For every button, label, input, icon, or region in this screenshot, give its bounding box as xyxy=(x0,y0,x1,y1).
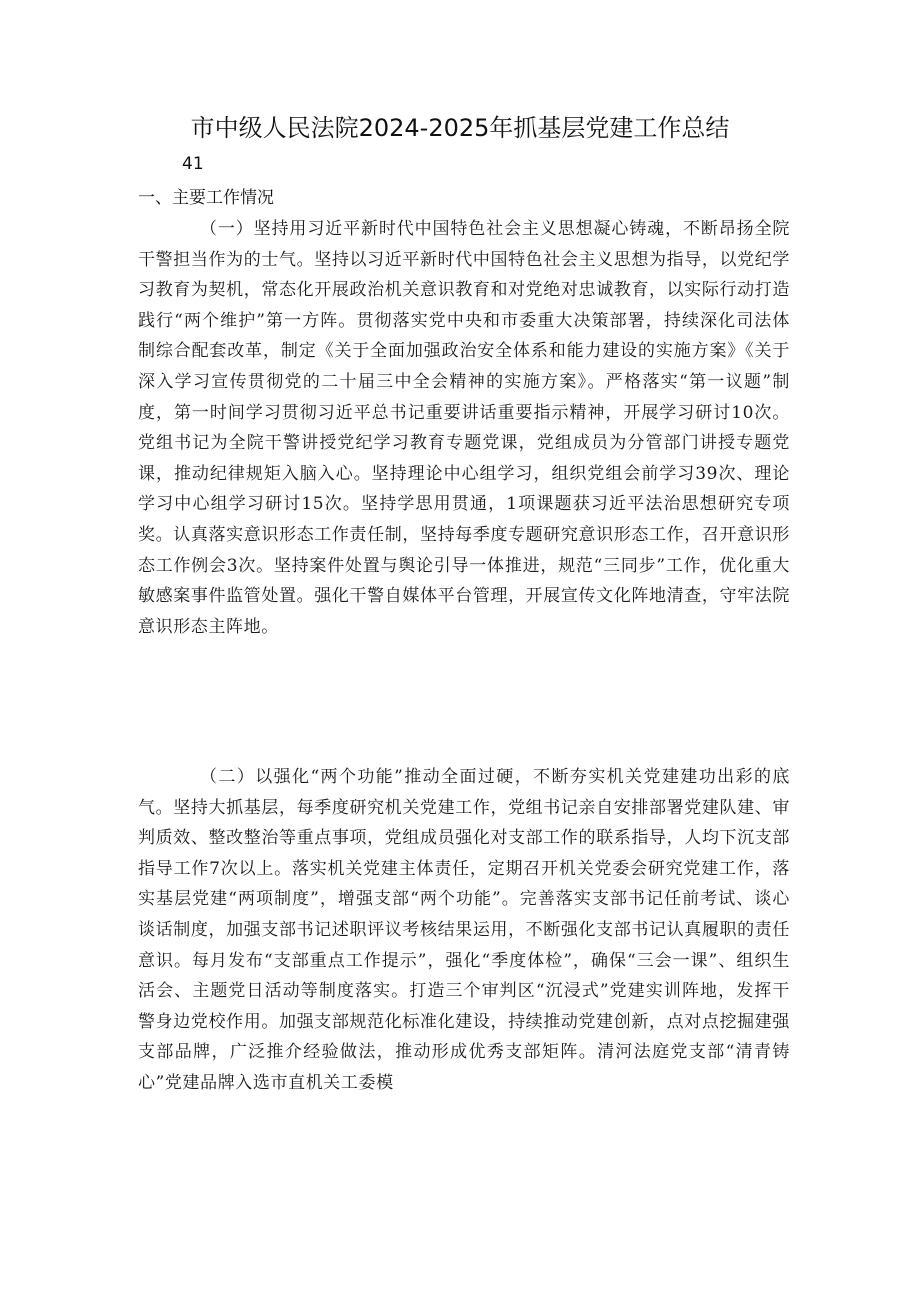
paragraph-2: （二）以强化“两个功能”推动全面过硬，不断夯实机关党建建功出彩的底气。坚持大抓基层，每季度研究机关党建工作，党组书记亲自安排部署党建队建、审判质效、整改整治等重点事项，党组成员强化对支部工作的联系指导，人均下沉支部指导工作7次以上。落实机关党建主体责任，定期召开机关党委会研究党建工作，落实基层党建“两项制度”，增强支部“两个功能”。完善落实支部书记任前考试、谈心谈话制度，加强支部书记述职评议考核结果运用，不断强化支部书记认真履职的责任意识。每月发布“支部重点工作提示”，强化“季度体检”，确保“三会一课”、组织生活会、主题党日活动等制度落实。打造三个审判区“沉浸式”党建实训阵地，发挥干警身边党校作用。加强支部规范化标准化建设，持续推动党建创新，点对点挖掘建强支部品牌，广泛推介经验做法，推动形成优秀支部矩阵。清河法庭党支部“清青铸心”党建品牌入选市直机关工委模 xyxy=(138,767,790,1093)
paragraph-1: （一）坚持用习近平新时代中国特色社会主义思想凝心铸魂，不断昂扬全院干警担当作为的士气。坚持以习近平新时代中国特色社会主义思想为指导，以党纪学习教育为契机，常态化开展政治机关意识教育和对党绝对忠诚教育，以实际行动打造践行“两个维护”第一方阵。贯彻落实党中央和市委重大决策部署，持续深化司法体制综合配套改革，制定《关于全面加强政治安全体系和能力建设的实施方案》《关于深入学习宣传贯彻党的二十届三中全会精神的实施方案》。严格落实“第一议题”制度，第一时间学习贯彻习近平总书记重要讲话重要指示精神，开展学习研讨10次。党组书记为全院干警讲授党纪学习教育专题党课，党组成员为分管部门讲授专题党课，推动纪律规矩入脑入心。坚持理论中心组学习，组织党组会前学习39次、理论学习中心组学习研讨15次。坚持学思用贯通，1项课题获习近平法治思想研究专项奖。认真落实意识形态工作责任制，坚持每季度专题研究意识形态工作，召开意识形态工作例会3次。坚持案件处置与舆论引导一体推进，规范“三同步”工作，优化重大敏感案事件监管处置。强化干警自媒体平台管理，开展宣传文化阵地清查，守牢法院意识形态主阵地。 xyxy=(138,219,790,637)
section-heading: 一、主要工作情况 xyxy=(138,188,274,208)
document-title: 市中级人民法院2024-2025年抓基层党建工作总结 xyxy=(190,114,730,142)
page-number: 41 xyxy=(182,154,204,174)
